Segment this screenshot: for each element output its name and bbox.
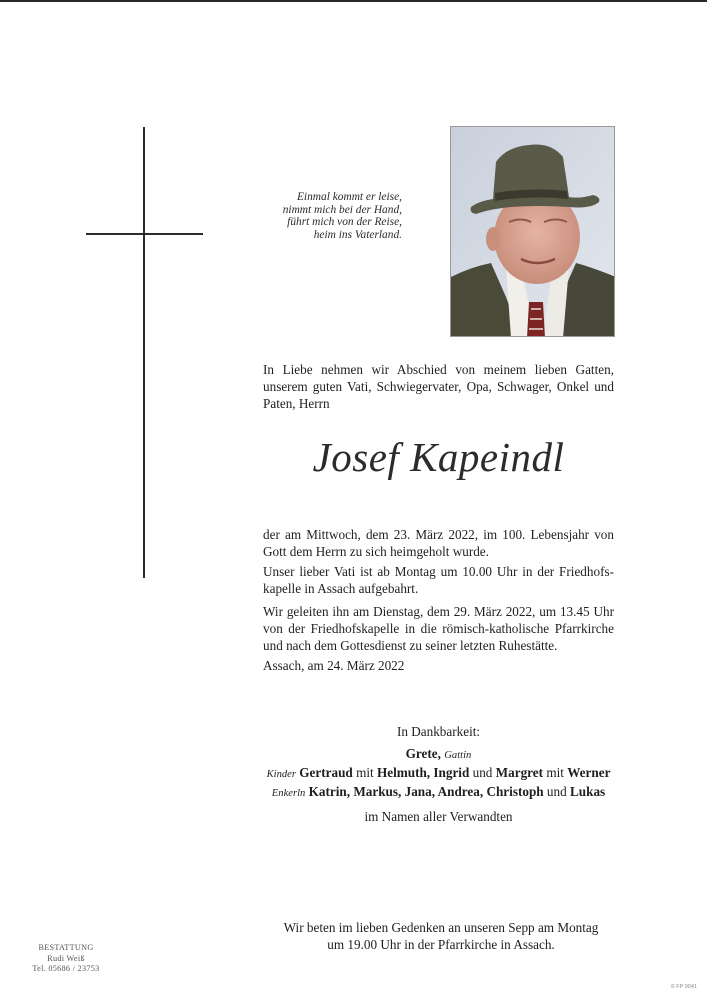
death-notice-text: der am Mittwoch, dem 23. März 2022, im 100. Lebensjahr von Gott dem Herrn zu sich heimgeholt wurde. [263, 527, 614, 560]
children-line [263, 764, 614, 783]
child-name: Helmuth, Ingrid [376, 765, 470, 780]
print-code: © FP 9041 [670, 984, 697, 990]
undertaker-phone: Tel. 05686 / 23753 [32, 964, 100, 973]
intro-text: In Liebe nehmen wir Abschied von meinem lieben Gatten, unserem guten Vati, Schwiegervater, Opa, Schwager, Onkel und Paten, Herrn [263, 362, 614, 412]
undertaker-stamp [30, 943, 102, 975]
laid-out-paragraph [263, 563, 614, 597]
child-name: Gertraud [299, 765, 353, 780]
wife-role: Gattin [444, 750, 472, 761]
wife-line [263, 745, 614, 764]
funeral-text: Wir geleiten ihn am Dienstag, dem 29. März 2022, um 13.45 Uhr von der Friedhofskapelle in die römisch-katholische Pfarrkirche und nach dem Gottesdienst zu seiner letzten Ruhestätte. [263, 604, 614, 654]
grandchildren-names: Katrin, Markus, Jana, Andrea, Christoph [308, 784, 544, 799]
connector-word: und [472, 765, 493, 780]
cross-vertical-bar [143, 127, 145, 578]
poem-line: nimmt mich bei der Hand, [282, 203, 402, 216]
top-border [0, 0, 707, 2]
children-label: Kinder [266, 769, 296, 780]
prayer-line-2: um 19.00 Uhr in der Pfarrkirche in Assach. [327, 937, 555, 952]
place-date: Assach, am 24. März 2022 [263, 658, 405, 673]
poem-line: führt mich von der Reise, [287, 216, 402, 229]
poem-line: heim ins Vaterland. [313, 228, 402, 241]
portrait-image [451, 127, 615, 337]
funeral-paragraph [263, 603, 614, 655]
deceased-name: Josef Kapeindl [312, 434, 565, 480]
undertaker-name: Rudi Weiß [47, 953, 85, 963]
undertaker-title: BESTATTUNG [38, 943, 94, 952]
intro-paragraph [263, 361, 614, 413]
connector-word: und [546, 784, 567, 799]
child-name: Werner [567, 765, 611, 780]
laid-out-text: Unser lieber Vati ist ab Montag um 10.00 Uhr in der Friedhofs-kapelle in Assach aufgebahrt. [263, 564, 614, 597]
poem-line: Einmal kommt er leise, [296, 191, 402, 203]
child-name: Margret [495, 765, 544, 780]
relatives-line: im Namen aller Verwandten [364, 809, 513, 824]
cross-horizontal-bar [86, 233, 203, 235]
grandchildren-line [263, 783, 614, 802]
prayer-line-1: Wir beten im lieben Gedenken an unseren Sepp am Montag [283, 920, 599, 935]
grandchildren-label: Enkerln [271, 788, 306, 799]
death-notice-paragraph [263, 526, 614, 560]
wife-name: Grete, [405, 746, 441, 761]
poem [230, 191, 402, 241]
connector-word: mit [356, 765, 374, 780]
thanks-heading: In Dankbarkeit: [396, 724, 481, 739]
portrait-photo [450, 126, 615, 337]
grandchild-name: Lukas [569, 784, 606, 799]
connector-word: mit [546, 765, 564, 780]
